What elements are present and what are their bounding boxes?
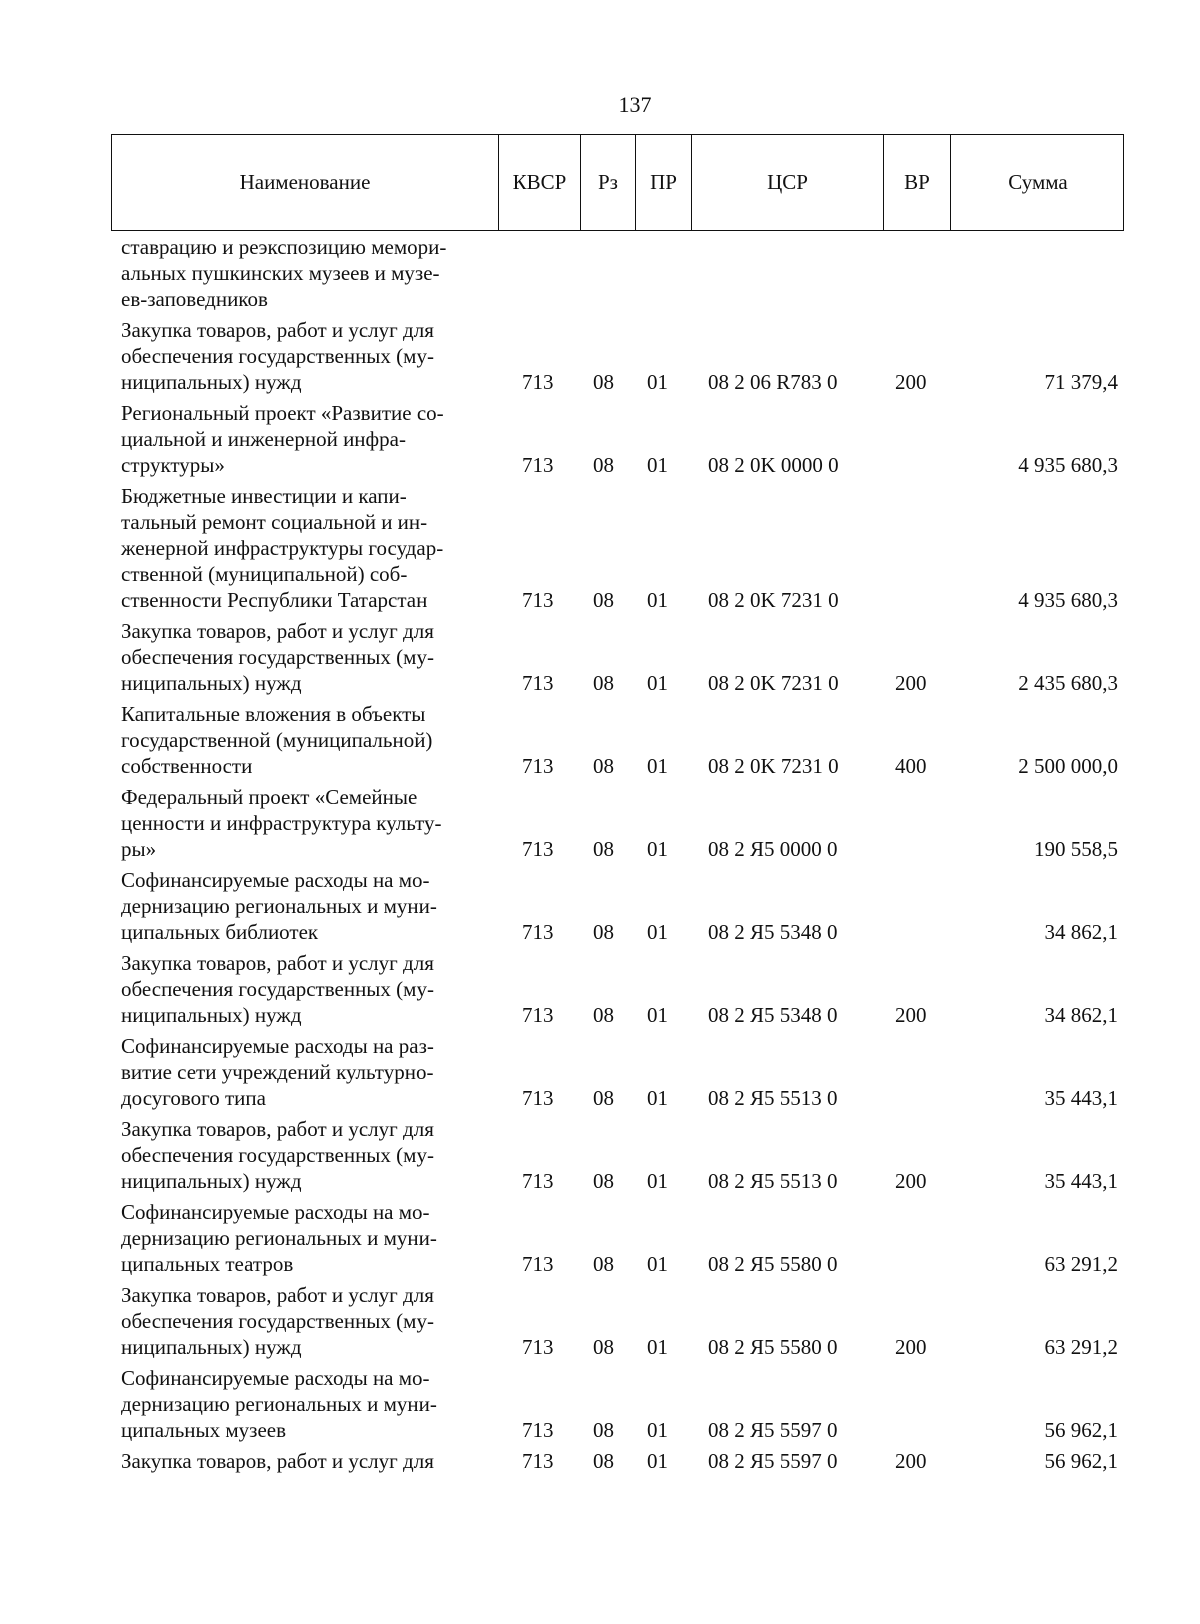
row-rz: 08 xyxy=(593,370,614,394)
row-kvsr: 713 xyxy=(522,1252,554,1276)
header-pr: ПР xyxy=(635,135,691,230)
row-pr: 01 xyxy=(647,588,668,612)
row-pr: 01 xyxy=(647,754,668,778)
row-sum: 2 500 000,0 xyxy=(1018,754,1118,778)
row-pr: 01 xyxy=(647,920,668,944)
row-sum: 63 291,2 xyxy=(1044,1252,1118,1276)
row-rz: 08 xyxy=(593,1169,614,1193)
row-pr: 01 xyxy=(647,1418,668,1442)
row-csr: 08 2 Я5 0000 0 xyxy=(708,837,838,861)
row-pr: 01 xyxy=(647,1449,668,1473)
row-vr: 200 xyxy=(895,1335,927,1359)
table-row xyxy=(0,950,1200,1033)
row-name: Софинансируемые расходы на раз- витие сети учреждений культурно- досугового типа xyxy=(121,1034,434,1110)
table-row xyxy=(0,483,1200,618)
row-rz: 08 xyxy=(593,671,614,695)
header-rz: Рз xyxy=(580,135,635,230)
row-vr: 200 xyxy=(895,1169,927,1193)
row-kvsr: 713 xyxy=(522,754,554,778)
row-csr: 08 2 Я5 5348 0 xyxy=(708,920,838,944)
row-csr: 08 2 0K 7231 0 xyxy=(708,754,839,778)
table-row xyxy=(0,317,1200,400)
row-csr: 08 2 Я5 5580 0 xyxy=(708,1335,838,1359)
row-rz: 08 xyxy=(593,837,614,861)
row-pr: 01 xyxy=(647,370,668,394)
row-kvsr: 713 xyxy=(522,837,554,861)
row-sum: 63 291,2 xyxy=(1044,1335,1118,1359)
row-csr: 08 2 Я5 5597 0 xyxy=(708,1418,838,1442)
row-sum: 34 862,1 xyxy=(1044,920,1118,944)
row-kvsr: 713 xyxy=(522,1169,554,1193)
row-rz: 08 xyxy=(593,1086,614,1110)
row-name: Закупка товаров, работ и услуг для обеспечения государственных (му- ниципальных) нужд xyxy=(121,318,434,394)
header-vr: ВР xyxy=(883,135,950,230)
row-name: Закупка товаров, работ и услуг для обеспечения государственных (му- ниципальных) нужд xyxy=(121,619,434,695)
row-name: Софинансируемые расходы на мо- дернизацию региональных и муни- ципальных библиотек xyxy=(121,868,437,944)
table-row xyxy=(0,867,1200,950)
row-vr: 400 xyxy=(895,754,927,778)
row-name: Бюджетные инвестиции и капи- тальный ремонт социальной и ин- женерной инфраструктуры государ- ственной (муниципальной) соб- ственности Республики Татарстан xyxy=(121,484,444,612)
row-pr: 01 xyxy=(647,1252,668,1276)
row-sum: 4 935 680,3 xyxy=(1018,588,1118,612)
row-csr: 08 2 Я5 5597 0 xyxy=(708,1449,838,1473)
row-sum: 35 443,1 xyxy=(1044,1086,1118,1110)
row-pr: 01 xyxy=(647,671,668,695)
table-body xyxy=(0,234,1200,1479)
row-rz: 08 xyxy=(593,754,614,778)
row-name: Федеральный проект «Семейные ценности и инфраструктура культу- ры» xyxy=(121,785,442,861)
row-kvsr: 713 xyxy=(522,1335,554,1359)
row-vr: 200 xyxy=(895,1003,927,1027)
row-kvsr: 713 xyxy=(522,1086,554,1110)
row-vr: 200 xyxy=(895,671,927,695)
page-number: 137 xyxy=(618,92,652,117)
row-kvsr: 713 xyxy=(522,1449,554,1473)
row-name: Софинансируемые расходы на мо- дернизацию региональных и муни- ципальных театров xyxy=(121,1200,437,1276)
table-row xyxy=(0,234,1200,317)
row-rz: 08 xyxy=(593,920,614,944)
row-rz: 08 xyxy=(593,1335,614,1359)
row-csr: 08 2 06 R783 0 xyxy=(708,370,838,394)
table-row xyxy=(0,1448,1200,1479)
row-sum: 71 379,4 xyxy=(1044,370,1118,394)
row-pr: 01 xyxy=(647,837,668,861)
header-kvsr: КВСР xyxy=(498,135,580,230)
row-csr: 08 2 0K 7231 0 xyxy=(708,671,839,695)
row-sum: 35 443,1 xyxy=(1044,1169,1118,1193)
row-name: Капитальные вложения в объекты государственной (муниципальной) собственности xyxy=(121,702,433,778)
row-name: ставрацию и реэкспозицию мемори- альных пушкинских музеев и музе- ев-заповедников xyxy=(121,235,447,311)
header-name: Наименование xyxy=(239,170,371,194)
row-sum: 4 935 680,3 xyxy=(1018,453,1118,477)
header-sum: Сумма xyxy=(950,135,1125,230)
row-csr: 08 2 Я5 5348 0 xyxy=(708,1003,838,1027)
table-row xyxy=(0,701,1200,784)
row-csr: 08 2 Я5 5513 0 xyxy=(708,1086,838,1110)
row-name: Закупка товаров, работ и услуг для обеспечения государственных (му- ниципальных) нужд xyxy=(121,951,434,1027)
row-name: Закупка товаров, работ и услуг для обеспечения государственных (му- ниципальных) нужд xyxy=(121,1283,434,1359)
table-row xyxy=(0,784,1200,867)
row-kvsr: 713 xyxy=(522,453,554,477)
table-row xyxy=(0,1199,1200,1282)
row-vr: 200 xyxy=(895,370,927,394)
table-row xyxy=(0,618,1200,701)
row-kvsr: 713 xyxy=(522,1003,554,1027)
row-sum: 2 435 680,3 xyxy=(1018,671,1118,695)
table-row xyxy=(0,1116,1200,1199)
table-row xyxy=(0,400,1200,483)
row-pr: 01 xyxy=(647,1003,668,1027)
row-name: Софинансируемые расходы на мо- дернизацию региональных и муни- ципальных музеев xyxy=(121,1366,437,1442)
row-name: Закупка товаров, работ и услуг для xyxy=(121,1449,434,1473)
row-sum: 56 962,1 xyxy=(1044,1418,1118,1442)
row-pr: 01 xyxy=(647,1169,668,1193)
row-kvsr: 713 xyxy=(522,1418,554,1442)
row-rz: 08 xyxy=(593,453,614,477)
row-rz: 08 xyxy=(593,1252,614,1276)
table-row xyxy=(0,1365,1200,1448)
row-csr: 08 2 0K 0000 0 xyxy=(708,453,839,477)
row-sum: 56 962,1 xyxy=(1044,1449,1118,1473)
row-kvsr: 713 xyxy=(522,671,554,695)
row-csr: 08 2 Я5 5580 0 xyxy=(708,1252,838,1276)
header-csr: ЦСР xyxy=(691,135,883,230)
table-row xyxy=(0,1033,1200,1116)
row-kvsr: 713 xyxy=(522,920,554,944)
row-pr: 01 xyxy=(647,1086,668,1110)
row-sum: 34 862,1 xyxy=(1044,1003,1118,1027)
row-csr: 08 2 Я5 5513 0 xyxy=(708,1169,838,1193)
row-kvsr: 713 xyxy=(522,588,554,612)
row-name: Закупка товаров, работ и услуг для обеспечения государственных (му- ниципальных) нужд xyxy=(121,1117,434,1193)
row-sum: 190 558,5 xyxy=(1034,837,1118,861)
row-pr: 01 xyxy=(647,1335,668,1359)
row-kvsr: 713 xyxy=(522,370,554,394)
row-rz: 08 xyxy=(593,1003,614,1027)
row-csr: 08 2 0K 7231 0 xyxy=(708,588,839,612)
row-pr: 01 xyxy=(647,453,668,477)
row-rz: 08 xyxy=(593,588,614,612)
row-name: Региональный проект «Развитие со- циальной и инженерной инфра- структуры» xyxy=(121,401,444,477)
row-vr: 200 xyxy=(895,1449,927,1473)
table-header xyxy=(111,134,1124,231)
table-row xyxy=(0,1282,1200,1365)
row-rz: 08 xyxy=(593,1449,614,1473)
row-rz: 08 xyxy=(593,1418,614,1442)
